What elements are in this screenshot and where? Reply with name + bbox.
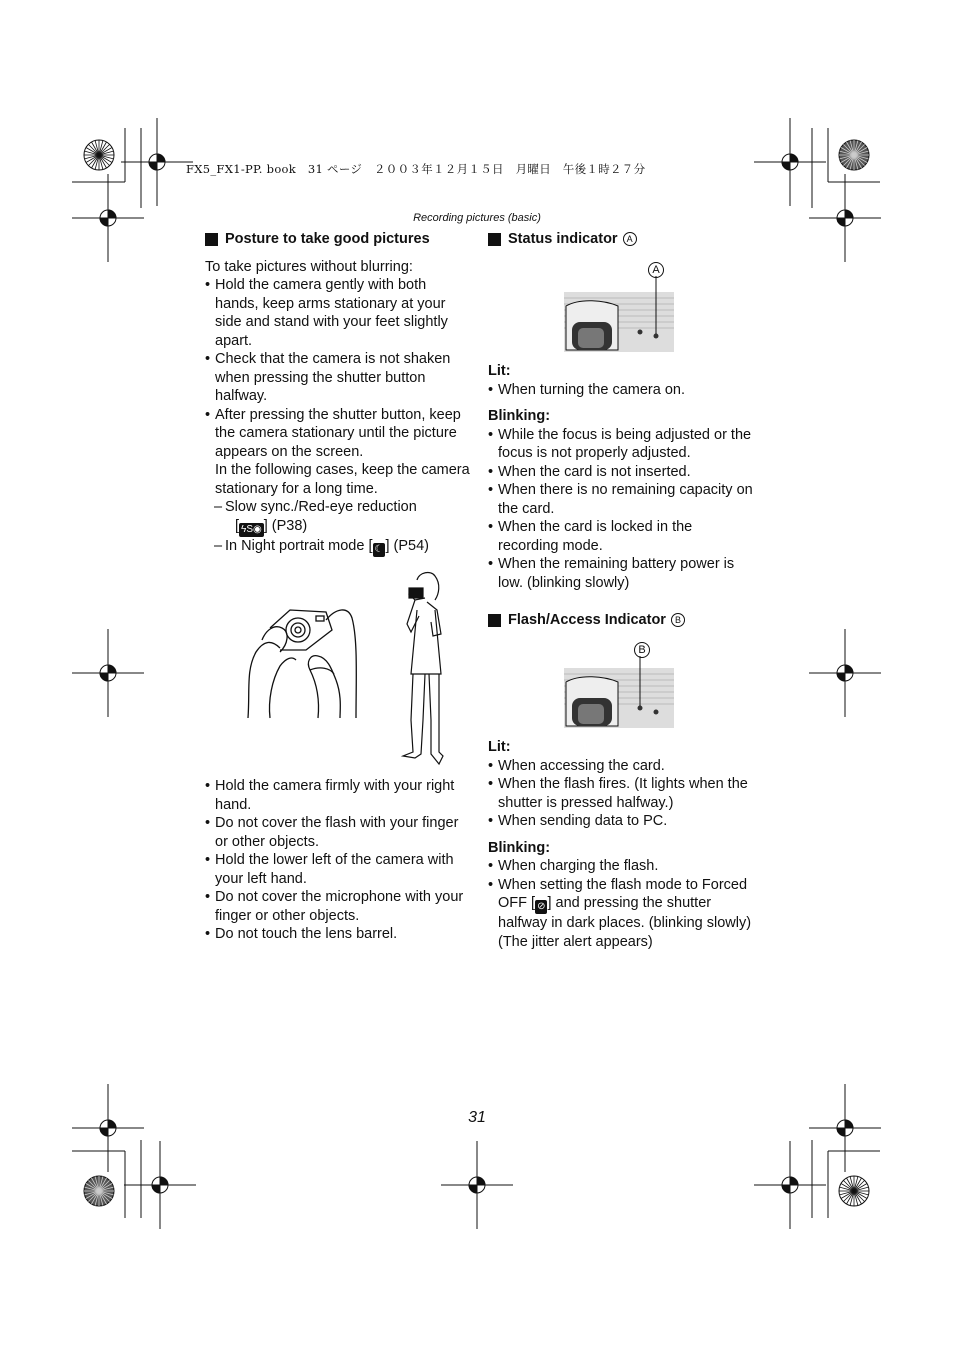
crosshair-mark	[754, 118, 826, 206]
status-section	[488, 230, 753, 249]
list-item: • Do not touch the lens barrel.	[205, 925, 470, 944]
standing-person-illustration	[395, 570, 457, 770]
intro-text: To take pictures without blurring:	[205, 258, 413, 275]
section-square-icon	[488, 233, 501, 246]
rosette-mark	[839, 1176, 869, 1206]
list-item-text: When setting the flash mode to Forced OFF [	[498, 876, 748, 911]
flash-lit-list	[488, 757, 753, 831]
flash-section	[488, 611, 753, 630]
running-head: Recording pictures (basic)	[413, 212, 541, 224]
bracket: [	[235, 517, 240, 534]
list-item: • While the focus is being adjusted or the focus is not properly adjusted.	[488, 426, 753, 463]
list-item-text: ] and pressing the shutter halfway in dark places. (blinking slowly) (The jitter alert appears)	[498, 895, 752, 950]
list-item: • Do not cover the flash with your finger or other objects.	[205, 814, 470, 851]
blinking-label: Blinking:	[488, 408, 551, 424]
section-heading-flash	[488, 611, 753, 630]
list-item: • Hold the camera gently with both hands, keep arms stationary at your side and stand with your feet slightly apart.	[205, 276, 470, 350]
section-title: Status indicator	[508, 231, 618, 247]
rosette-mark	[839, 140, 869, 170]
list-item	[205, 406, 470, 557]
sub-item	[215, 537, 470, 557]
list-item: • When accessing the card.	[488, 757, 753, 776]
label-a: A	[648, 262, 664, 278]
flash-off-icon: ⊘	[537, 901, 546, 912]
status-lit-list	[488, 381, 753, 400]
sub-item	[215, 498, 470, 537]
list-item: • When the card is not inserted.	[488, 463, 753, 482]
list-item: • Do not cover the microphone with your finger or other objects.	[205, 888, 470, 925]
posture-list	[205, 276, 470, 557]
list-item: • Check that the camera is not shaken when pressing the shutter button halfway.	[205, 350, 470, 406]
crosshair-mark	[124, 1141, 196, 1229]
list-item: • When there is no remaining capacity on the card.	[488, 481, 753, 518]
list-item: • Hold the lower left of the camera with your left hand.	[205, 851, 470, 888]
rosette-mark	[84, 140, 114, 170]
print-header: FX5_FX1-PP. book 31 ページ ２００３年１２月１５日 月曜日 午後１時２７分	[186, 162, 646, 176]
hands-holding-camera-illustration	[240, 600, 365, 722]
list-item: • When turning the camera on.	[488, 381, 753, 400]
slow-sync-redeye-icon: ϟS◉	[241, 523, 262, 535]
section-heading-status	[488, 230, 753, 249]
section-square-icon	[205, 233, 218, 246]
label-b: B	[634, 642, 650, 658]
camera-top-diagram	[560, 638, 680, 730]
list-item: • When charging the flash.	[488, 857, 753, 876]
crosshair-mark	[441, 1141, 513, 1229]
sub-item-text: Slow sync./Red-eye reduction	[225, 499, 417, 515]
list-item: • Hold the camera firmly with your right hand.	[205, 777, 470, 814]
page-ref: ] (P54)	[385, 537, 429, 554]
section-heading-posture	[205, 230, 470, 249]
marker-b: B	[671, 613, 685, 627]
page-ref: ] (P38)	[263, 517, 308, 534]
list-item	[488, 876, 753, 952]
section-title: Posture to take good pictures	[225, 231, 430, 247]
crosshair-mark	[72, 629, 144, 717]
lit-label: Lit:	[488, 363, 511, 379]
list-item: • When the remaining battery power is low. (blinking slowly)	[488, 555, 753, 592]
grip-list	[205, 777, 470, 944]
flash-indicator-figure	[560, 638, 680, 730]
night-portrait-icon: ☾	[374, 543, 384, 555]
crosshair-mark	[809, 1084, 881, 1172]
crosshair-mark	[809, 629, 881, 717]
blinking-label: Blinking:	[488, 839, 551, 856]
left-column	[205, 230, 470, 557]
section-square-icon	[488, 614, 501, 627]
sub-item-text: In Night portrait mode [	[225, 537, 373, 554]
status-descriptions	[488, 362, 753, 592]
status-indicator-figure	[560, 258, 680, 354]
list-item-text: After pressing the shutter button, keep the camera stationary until the picture appears on the screen.	[215, 406, 461, 460]
flash-blink-list	[488, 857, 753, 951]
flash-descriptions	[488, 738, 753, 951]
page-number: 31	[468, 1109, 486, 1126]
section-title: Flash/Access Indicator	[508, 612, 666, 628]
marker-a: A	[623, 232, 637, 246]
list-item-text: In the following cases, keep the camera stationary for a long time.	[215, 462, 470, 497]
list-item: • When the card is locked in the recording mode.	[488, 518, 753, 555]
list-item: • When the flash fires. (It lights when the shutter is pressed halfway.)	[488, 775, 753, 812]
crosshair-mark	[72, 1084, 144, 1172]
status-blink-list	[488, 426, 753, 593]
crosshair-mark	[121, 118, 193, 206]
lit-label: Lit:	[488, 739, 511, 755]
rosette-mark	[84, 1176, 114, 1206]
crosshair-mark	[754, 1141, 826, 1229]
list-item: • When sending data to PC.	[488, 812, 753, 831]
